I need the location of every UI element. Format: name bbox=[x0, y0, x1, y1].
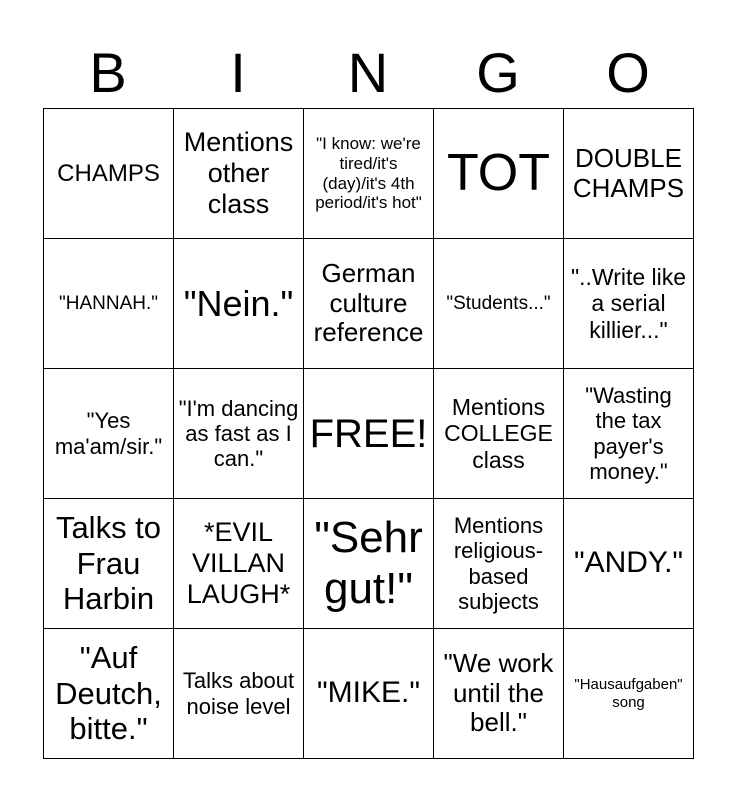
bingo-cell[interactable]: "I know: we're tired/it's (day)/it's 4th period/it's hot" bbox=[304, 109, 434, 239]
bingo-cell[interactable]: "ANDY." bbox=[564, 499, 694, 629]
bingo-cell[interactable]: "Hausaufgaben" song bbox=[564, 629, 694, 759]
bingo-cell[interactable]: "Auf Deutch, bitte." bbox=[44, 629, 174, 759]
bingo-board bbox=[43, 108, 694, 759]
board-row bbox=[44, 499, 694, 629]
bingo-cell[interactable]: Mentions other class bbox=[174, 109, 304, 239]
bingo-cell[interactable]: Talks to Frau Harbin bbox=[44, 499, 174, 629]
bingo-cell[interactable]: "..Write like a serial killier..." bbox=[564, 239, 694, 369]
bingo-cell[interactable]: "I'm dancing as fast as I can." bbox=[174, 369, 304, 499]
bingo-cell[interactable]: "Students..." bbox=[434, 239, 564, 369]
bingo-cell[interactable]: TOT bbox=[434, 109, 564, 239]
board-row bbox=[44, 109, 694, 239]
bingo-cell[interactable]: German culture reference bbox=[304, 239, 434, 369]
header-letter-o: O bbox=[606, 41, 650, 104]
bingo-cell[interactable]: Mentions religious-based subjects bbox=[434, 499, 564, 629]
board-row bbox=[44, 369, 694, 499]
bingo-cell[interactable]: "HANNAH." bbox=[44, 239, 174, 369]
bingo-cell[interactable]: *EVIL VILLAN LAUGH* bbox=[174, 499, 304, 629]
bingo-cell[interactable]: "MIKE." bbox=[304, 629, 434, 759]
bingo-cell[interactable]: Talks about noise level bbox=[174, 629, 304, 759]
header-letter-b: B bbox=[89, 41, 127, 104]
bingo-cell[interactable]: "Sehr gut!" bbox=[304, 499, 434, 629]
header-letter-n: N bbox=[347, 41, 389, 104]
bingo-cell[interactable]: CHAMPS bbox=[44, 109, 174, 239]
bingo-cell[interactable]: "Nein." bbox=[174, 239, 304, 369]
bingo-cell[interactable]: "Yes ma'am/sir." bbox=[44, 369, 174, 499]
header-letter-g: G bbox=[476, 41, 520, 104]
board-row bbox=[44, 629, 694, 759]
bingo-header bbox=[43, 40, 693, 106]
bingo-cell[interactable]: "We work until the bell." bbox=[434, 629, 564, 759]
bingo-cell[interactable]: FREE! bbox=[304, 369, 434, 499]
header-letter-i: I bbox=[230, 41, 246, 104]
bingo-cell[interactable]: "Wasting the tax payer's money." bbox=[564, 369, 694, 499]
bingo-cell[interactable]: DOUBLE CHAMPS bbox=[564, 109, 694, 239]
bingo-cell[interactable]: Mentions COLLEGE class bbox=[434, 369, 564, 499]
board-row bbox=[44, 239, 694, 369]
